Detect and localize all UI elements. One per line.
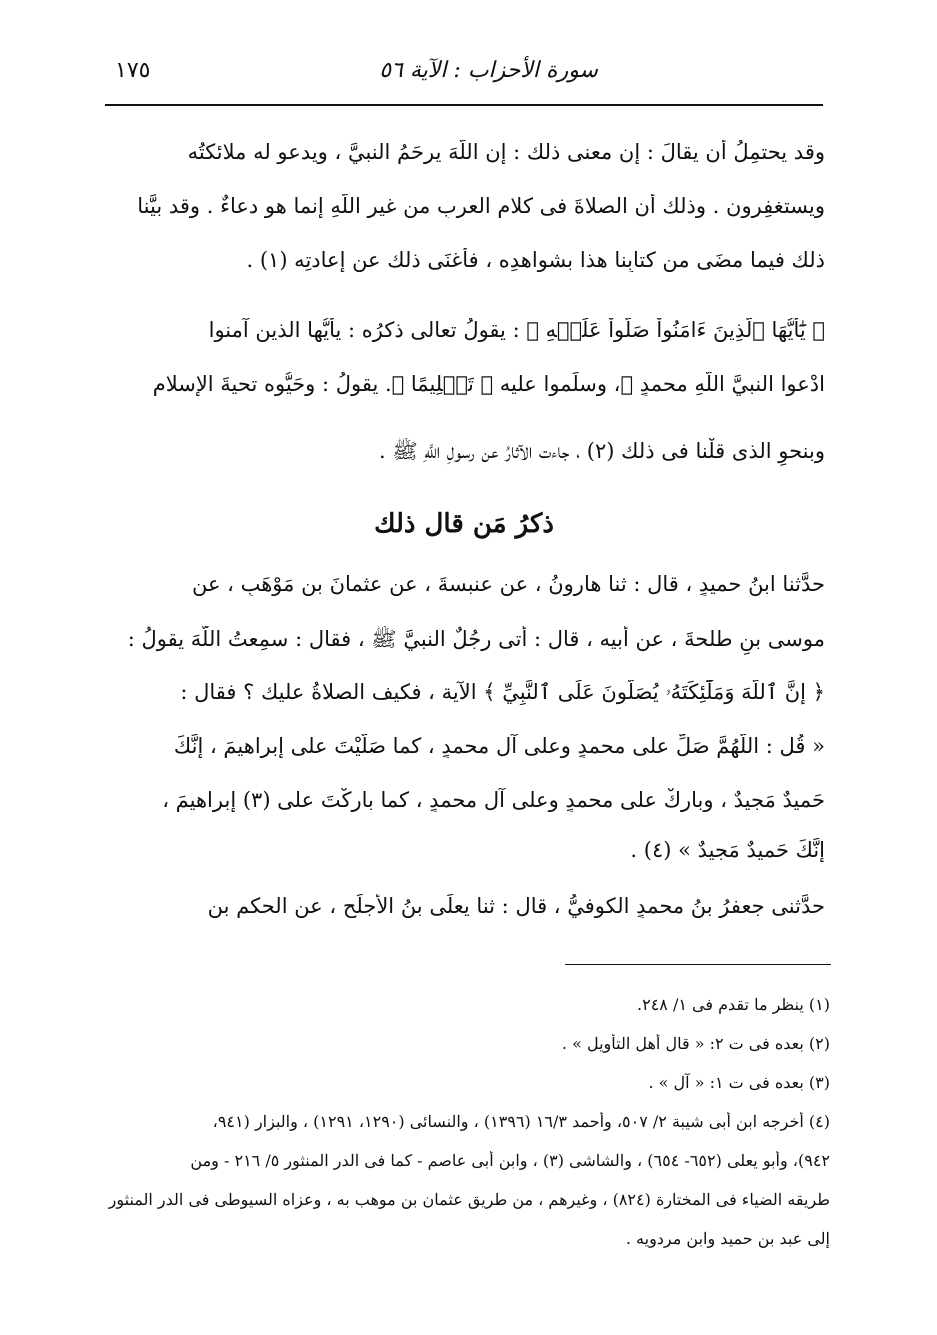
footnote-rule — [565, 964, 831, 965]
footnote-line: (٢) بعده فى ت ٢: « قال أهل التأويل » . — [561, 1034, 830, 1053]
text-line: ذلك فيما مضَى من كتابِنا هذا بشواهدِه ، فأغنَى ذلك عن إعادتِه (١) . — [246, 248, 825, 272]
text-line: موسى بنِ طلحةَ ، عن أبيه ، قال : أتى رجُلٌ النبيَّ ﷺ ، فقال : سمِعتُ اللَّهَ يقولُ : — [127, 627, 825, 651]
footnote-line: إلى عبد بن حميد وابن مردويه . — [625, 1229, 830, 1248]
text-line: « قُلِ : اللَّهُمَّ صَلِّ على محمدٍ وعلى آلِ محمدٍ ، كما صَلَّيْتَ على إبراهيمَ ، إنَّكَ — [173, 734, 825, 758]
text-line: وبنحوِ الذى قلْنا فى ذلك (٢) ، جاءت الآثارُ عن رسولِ اللَّهِ ﷺ . — [379, 439, 825, 463]
footnote-line: (١) ينظر ما تقدم فى ١/ ٢٤٨. — [637, 995, 830, 1014]
text-line: ويستغفِرون . وذلك أن الصلاةَ فى كلامِ العربِ من غيرِ اللَّهِ إنما هو دعاءٌ . وقد بيَّنا — [137, 194, 825, 218]
page-number: ١٧٥ — [115, 58, 151, 83]
text-line: ﴿ إِنَّ ٱللَّهَ وَمَلَٰٓئِكَتَهُۥ يُصَلُّونَ عَلَى ٱلنَّبِيِّ ﴾ الآية ، فكيف الصلاةُ عليك ؟ فقال : — [180, 680, 825, 704]
footnote-line: طريقه الضياء فى المختارة (٨٢٤) ، وغيرهم ، من طريق عثمان بن موهب به ، وعزاه السيوطى فى الدر المنثور — [108, 1190, 830, 1209]
text-line: حدَّثنا ابنُ حميدٍ ، قال : ثنا هارونُ ، عن عنبسةَ ، عن عثمانَ بنِ مَوْهَبٍ ، عن — [191, 572, 825, 596]
footnote-line: (٣) بعده فى ت ١: « آل » . — [648, 1073, 830, 1092]
text-line: حَميدٌ مَجيدٌ ، وبارِكْ على محمدٍ وعلى آلِ محمدٍ ، كما باركْتَ على (٣) إبراهيمَ ، — [162, 788, 825, 812]
text-line: ﴿ يَٰٓأَيُّهَا ٱلَّذِينَ ءَامَنُواْ صَلُّواْ عَلَيۡهِ ﴾ : يقولُ تعالى ذكرُه : يأيُّها الذين آمنوا — [208, 318, 825, 342]
section-heading: ذكرُ مَن قال ذلك — [374, 509, 554, 539]
text-line: وقد يحتمِلُ أن يقالَ : إن معنى ذلك : إن اللَّهَ يرحَمُ النبيَّ ، ويدعو له ملائكتُه — [187, 140, 825, 164]
running-title: سورة الأحزاب : الآية ٥٦ — [379, 58, 598, 83]
footnote-line: (٤) أخرجه ابن أبى شيبة ٢/ ٥٠٧، وأحمد ١٦/٣ (١٣٩٦) ، والنسائى (١٢٩٠، ١٢٩١) ، والبزار (٩٤١، — [212, 1112, 830, 1131]
footnote-line: ٩٤٢)، وأبو يعلى (٦٥٢- ٦٥٤) ، والشاشى (٣) ، وابن أبى عاصم - كما فى الدر المنثور ٥/ ٢١٦ - ومن — [190, 1151, 830, 1170]
text-line: ادْعوا النبيَّ اللَّهِ محمدٍ ﷺ، وسلِّموا عليه ﴿ تَسۡلِيمًا ﴾. يقولُ : وحَيُّوه تحيةَ الإسلامِ — [152, 372, 825, 396]
header-rule — [105, 104, 823, 106]
page-header — [105, 58, 823, 94]
text-line: حدَّثنى جعفرُ بنُ محمدٍ الكوفيُّ ، قال : ثنا يعلَى بنُ الأجلَحِ ، عن الحكمِ بنِ — [207, 894, 825, 918]
text-line: إنَّكَ حَميدٌ مَجيدٌ » (٤) . — [630, 838, 825, 862]
